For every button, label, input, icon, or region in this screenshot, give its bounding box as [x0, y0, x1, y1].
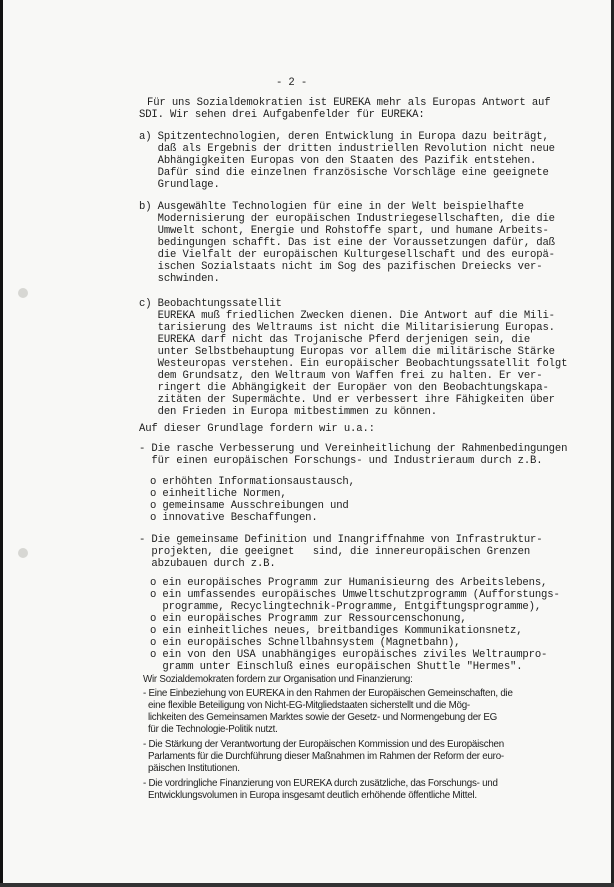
finance-item-line: - Eine Einbeziehung von EUREKA in den Rahmen der Europäischen Gemeinschaften, die [143, 688, 513, 699]
intro-line: Für uns Sozialdemokratien ist EUREKA mehr als Europas Antwort auf [147, 97, 551, 109]
punch-hole [18, 288, 28, 298]
item-c-line: unter Selbstbehauptung Europas vor allem die militärische Stärke [139, 346, 555, 358]
list-item: o ein umfassendes europäisches Umweltschutzprogramm (Aufforstungs- [150, 589, 560, 601]
finance-item-line: für die Technologie-Politik nutzt. [143, 724, 278, 735]
dash-item-line: - Die gemeinsame Definition und Inangriffnahme von Infrastruktur- [139, 534, 543, 546]
finance-item-line: eine flexible Beteiligung von Nicht-EG-Mitgliedstaaten sicherstellt und die Mög- [143, 700, 470, 711]
page-number: - 2 - [276, 77, 308, 89]
list-item: o ein europäisches Schnellbahnsystem (Magnetbahn), [150, 637, 461, 649]
scan-edge-bottom [0, 883, 614, 887]
item-c-line: EUREKA darf nicht das Trojanische Pferd derjenigen sein, die [139, 334, 531, 346]
list-item: gramm unter Einschluß eines europäischen Shuttle "Hermes". [150, 661, 523, 673]
item-c-line: dem Grundsatz, den Weltraum von Waffen frei zu halten. Er ver- [139, 370, 543, 382]
item-b-line: die Vielfalt der europäischen Kulturgesellschaft und des europä- [139, 249, 555, 261]
scan-edge-left [0, 0, 3, 887]
item-b-line: b) Ausgewählte Technologien für eine in der Welt beispielhafte [139, 201, 524, 213]
item-b-line: ischen Sozialstaats nicht im Sog des pazifischen Dreiecks ver- [139, 261, 543, 273]
list-item: programme, Recyclingtechnik-Programme, Entgiftungsprogramme), [150, 601, 542, 613]
list-item: o gemeinsame Ausschreibungen und [150, 500, 349, 512]
finance-item-line: - Die Stärkung der Verantwortung der Europäischen Kommission und des Europäischen [143, 739, 504, 750]
list-item: o ein einheitliches neues, breitbandiges Kommunikationsnetz, [150, 625, 523, 637]
item-a-line: Abhängigkeiten Europas von den Staaten des Pazifik entstehen. [139, 155, 537, 167]
item-a-line: Grundlage. [139, 179, 220, 191]
item-b-line: Modernisierung der europäischen Industriegesellschaften, die die [139, 213, 555, 225]
demand-intro: Auf dieser Grundlage fordern wir u.a.: [139, 423, 375, 435]
item-c-line: ringert die Abhängigkeit der Europäer von den Beobachtungskapa- [139, 382, 549, 394]
dash-item-line: abzubauen durch z.B. [139, 558, 276, 570]
list-item: o einheitliche Normen, [150, 488, 287, 500]
punch-hole [18, 548, 28, 558]
item-a-line: daß als Ergebnis der dritten industriellen Revolution nicht neue [139, 143, 555, 155]
item-c-line: zitäten der Supermächte. Und er verbessert ihre Fähigkeiten über [139, 394, 555, 406]
dash-item-line: - Die rasche Verbesserung und Vereinheitlichung der Rahmenbedingungen [139, 443, 568, 455]
list-item: o erhöhten Informationsaustausch, [150, 476, 355, 488]
list-item: o ein europäisches Programm zur Ressourcenschonung, [150, 613, 467, 625]
finance-item-line: päischen Institutionen. [143, 763, 240, 774]
finance-item-line: Parlaments für die Durchführung dieser Maßnahmen im Rahmen der Reform der euro- [143, 751, 504, 762]
list-item: o innovative Beschaffungen. [150, 512, 318, 524]
item-a-line: a) Spitzentechnologien, deren Entwicklung in Europa dazu beiträgt, [139, 131, 549, 143]
item-c-line: den Frieden in Europa mitbestimmen zu können. [139, 406, 437, 418]
item-c-line: Westeuropas verstehen. Ein europäischer Beobachtungssatellit folgt [139, 358, 568, 370]
finance-item-line: Entwicklungsvolumen in Europa insgesamt deutlich erhöhende öffentliche Mittel. [143, 790, 477, 801]
list-item: o ein europäisches Programm zur Humanisieurng des Arbeitslebens, [150, 577, 548, 589]
finance-item-line: lichkeiten des Gemeinsamen Marktes sowie der Gesetz- und Normengebung der EG [143, 712, 498, 723]
finance-item-line: - Die vordringliche Finanzierung von EUREKA durch zusätzliche, das Forschungs- und [143, 778, 498, 789]
finance-intro: Wir Sozialdemokraten fordern zur Organisation und Finanzierung: [143, 674, 413, 685]
item-c-line: tarisierung des Weltraums ist nicht die Militarisierung Europas. [139, 322, 555, 334]
item-b-line: bedingungen schafft. Das ist eine der Voraussetzungen dafür, daß [139, 237, 555, 249]
dash-item-line: für einen europäischen Forschungs- und Industrieraum durch z.B. [139, 455, 543, 467]
item-b-line: Umwelt schont, Energie und Rohstoffe spart, und humane Arbeits- [139, 225, 549, 237]
list-item: o ein von den USA unabhängiges europäisches ziviles Weltraumpro- [150, 649, 548, 661]
dash-item-line: projekten, die geeignet sind, die innereuropäischen Grenzen [139, 546, 531, 558]
item-c-line: c) Beobachtungssatellit [139, 298, 282, 310]
item-c-line: EUREKA muß friedlichen Zwecken dienen. Die Antwort auf die Mili- [139, 310, 555, 322]
intro-line: SDI. Wir sehen drei Aufgabenfelder für EUREKA: [139, 109, 425, 121]
item-b-line: schwinden. [139, 273, 220, 285]
item-a-line: Dafür sind die einzelnen französische Vorschläge eine geeignete [139, 167, 549, 179]
